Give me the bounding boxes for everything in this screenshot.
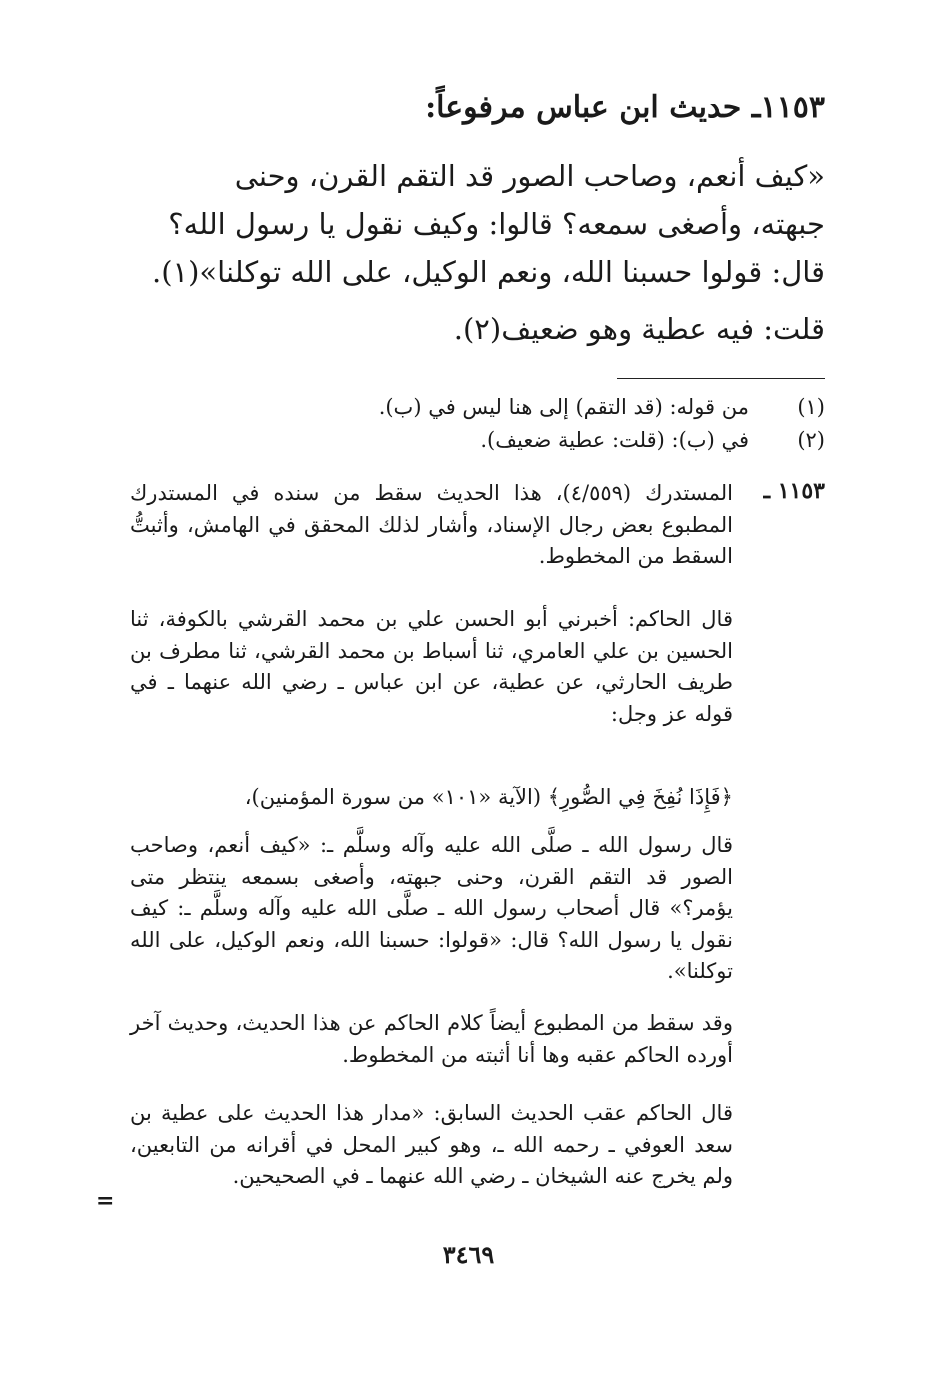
hadith-number: ١١٥٣ bbox=[760, 90, 825, 125]
annotation-paragraph-hakim: قال الحاكم عقب الحديث السابق: «مدار هذا الحديث على عطية بن سعد العوفي ـ رحمه الله ـ، وهو كبير المحل في أقرانه من التابعين، ولم يخرج عنه الشيخان ـ رضي الله عنهما ـ في الصحيحين. bbox=[130, 1101, 733, 1188]
annotation-quran-verse: ﴿فَإِذَا نُفِخَ فِي الصُّورِ﴾ (الآية «١٠١» من سورة المؤمنين)، bbox=[244, 785, 733, 809]
footnote-text: في (ب): (قلت: عطية ضعيف). bbox=[480, 428, 749, 452]
hadith-line: جبهته، وأصغى سمعه؟ قالوا: وكيف نقول يا رسول الله؟ bbox=[168, 207, 825, 241]
hadith-text bbox=[124, 152, 825, 296]
footnote-text: من قوله: (قد التقم) إلى هنا ليس في (ب). bbox=[378, 395, 749, 419]
annotation-number: ١١٥٣ ـ bbox=[763, 478, 825, 504]
continuation-mark: = bbox=[96, 1188, 115, 1214]
hadith-line: «كيف أنعم، وصاحب الصور قد التقم القرن، وحنى bbox=[234, 159, 825, 193]
footnote-divider bbox=[617, 378, 825, 379]
page-number: ٣٤٦٩ bbox=[442, 1240, 495, 1269]
footnote-1 bbox=[124, 392, 825, 422]
hadith-line: قال: قولوا حسبنا الله، ونعم الوكيل، على الله توكلنا»(١). bbox=[151, 255, 825, 289]
annotation-paragraph-source: المستدرك (٤/٥٥٩)، هذا الحديث سقط من سنده في المستدرك المطبوع بعض رجال الإسناد، وأشار لذلك المحقق في الهامش، وأثبتُّ السقط من المخطوط. bbox=[130, 481, 733, 568]
footnote-number: (١) bbox=[797, 395, 825, 419]
footnote-number: (٢) bbox=[797, 428, 825, 452]
annotation-paragraph-matn: قال رسول الله ـ صلَّى الله عليه وآله وسلَّم ـ: «كيف أنعم، وصاحب الصور قد التقم القرن، وحنى جبهته، وأصغى بسمعه ينتظر متى يؤمر؟» قال أصحاب رسول الله ـ صلَّى الله عليه وآله وسلَّم ـ: كيف نقول يا رسول الله؟ قال: «قولوا: حسبنا الله، ونعم الوكيل، على الله توكلنا». bbox=[130, 833, 733, 983]
footnote-2 bbox=[124, 425, 825, 455]
author-comment: قلت: فيه عطية وهو ضعيف(٢). bbox=[453, 312, 825, 346]
annotation-paragraph-isnad: قال الحاكم: أخبرني أبو الحسن علي بن محمد القرشي بالكوفة، ثنا الحسين بن علي العامري، ثنا أسباط بن محمد القرشي، ثنا مطرف بن طريف الحارثي، عن عطية، عن ابن عباس ـ رضي الله عنهما ـ في قوله عز وجل: bbox=[130, 607, 733, 726]
hadith-heading bbox=[124, 90, 825, 125]
hadith-heading-text: ـ حديث ابن عباس مرفوعاً: bbox=[425, 90, 761, 125]
annotation-paragraph-note: وقد سقط من المطبوع أيضاً كلام الحاكم عن هذا الحديث، وحديث آخر أورده الحاكم عقبه وها أنا أثبته من المخطوط. bbox=[130, 1011, 733, 1067]
